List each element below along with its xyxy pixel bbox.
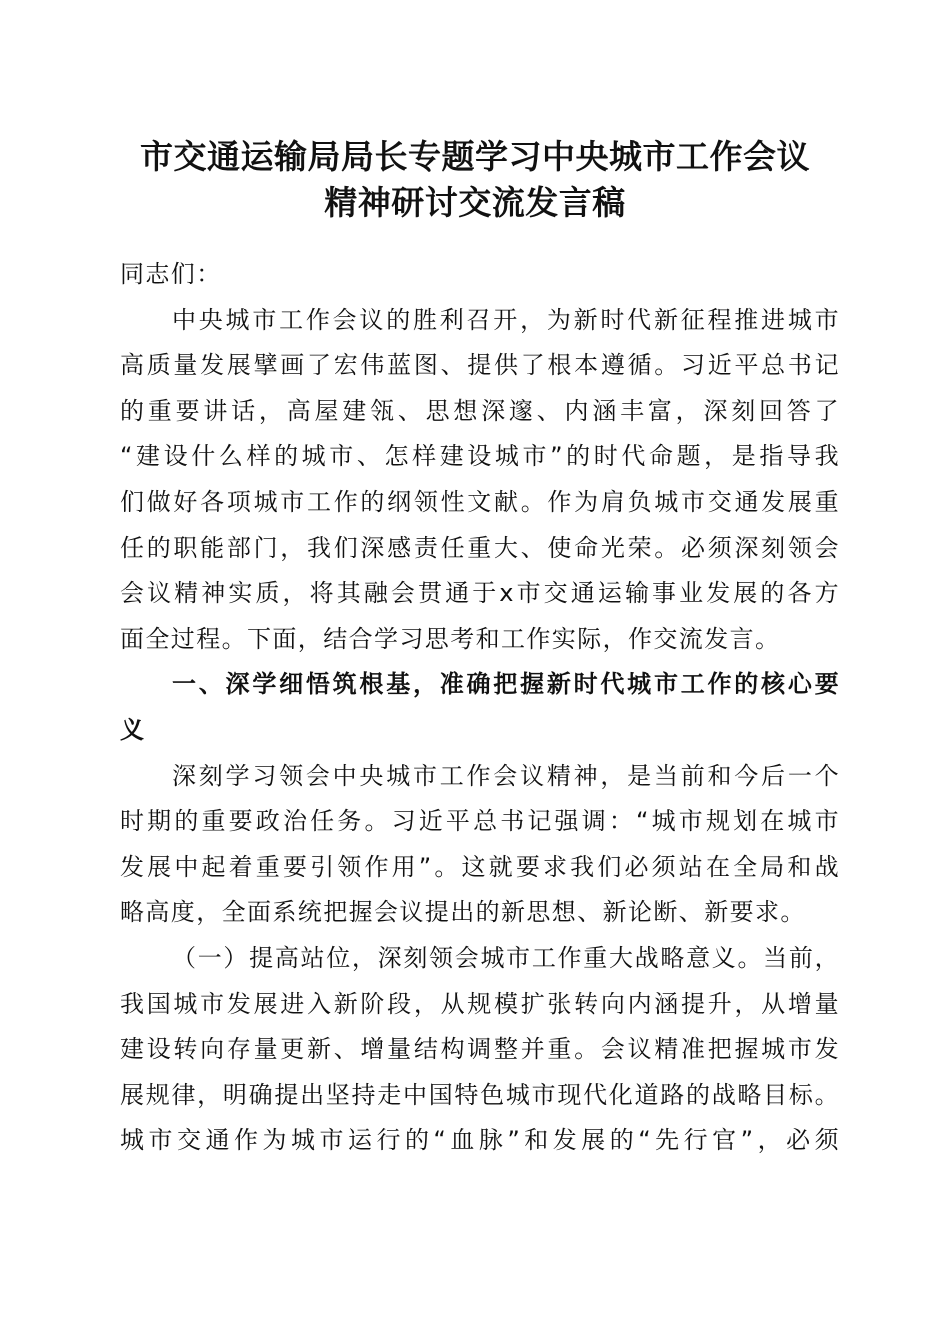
paragraph-2-line-4: 略高度，全面系统把握会议提出的新思想、新论断、新要求。 <box>120 898 806 927</box>
paragraph-3-line-3: 建设转向存量更新、增量结构调整并重。会议精准把握城市发 <box>120 1035 840 1064</box>
paragraph-2-line-1: 深刻学习领会中央城市工作会议精神，是当前和今后一个 <box>172 761 840 790</box>
paragraph-1-line-3: 的重要讲话，高屋建瓴、思想深邃、内涵丰富，深刻回答了 <box>120 396 840 425</box>
salutation: 同志们： <box>120 260 222 288</box>
paragraph-1-line-7: 会议精神实质，将其融会贯通于x市交通运输事业发展的各方 <box>120 579 840 608</box>
document-body <box>120 252 840 1164</box>
paragraph-3-line-2: 我国城市发展进入新阶段，从规模扩张转向内涵提升，从增量 <box>120 989 840 1018</box>
document-title <box>100 134 850 226</box>
title-line-1: 市交通运输局局长专题学习中央城市工作会议 <box>140 137 810 176</box>
section-heading-line-1: 一、深学细悟筑根基，准确把握新时代城市工作的核心要 <box>172 670 840 699</box>
title-line-2: 精神研讨交流发言稿 <box>324 183 626 222</box>
paragraph-3-line-1: （一）提高站位，深刻领会城市工作重大战略意义。当前， <box>172 943 840 972</box>
paragraph-3-line-4: 展规律，明确提出坚持走中国特色城市现代化道路的战略目标。 <box>120 1080 840 1109</box>
paragraph-1-line-5: 们做好各项城市工作的纲领性文献。作为肩负城市交通发展重 <box>120 487 840 516</box>
paragraph-1-line-4: “建设什么样的城市、怎样建设城市”的时代命题，是指导我 <box>120 442 840 471</box>
section-heading-line-2: 义 <box>120 715 146 744</box>
paragraph-1-line-6: 任的职能部门，我们深感责任重大、使命光荣。必须深刻领会 <box>120 533 840 562</box>
paragraph-2-line-3: 发展中起着重要引领作用”。这就要求我们必须站在全局和战 <box>120 852 840 881</box>
paragraph-1-line-1: 中央城市工作会议的胜利召开，为新时代新征程推进城市 <box>172 305 840 334</box>
paragraph-1-line-2: 高质量发展擘画了宏伟蓝图、提供了根本遵循。习近平总书记 <box>120 351 840 380</box>
paragraph-3-line-5: 城市交通作为城市运行的“血脉”和发展的“先行官”，必须 <box>120 1126 840 1155</box>
paragraph-2-line-2: 时期的重要政治任务。习近平总书记强调：“城市规划在城市 <box>120 807 840 836</box>
paragraph-1-line-8: 面全过程。下面，结合学习思考和工作实际，作交流发言。 <box>120 624 781 653</box>
